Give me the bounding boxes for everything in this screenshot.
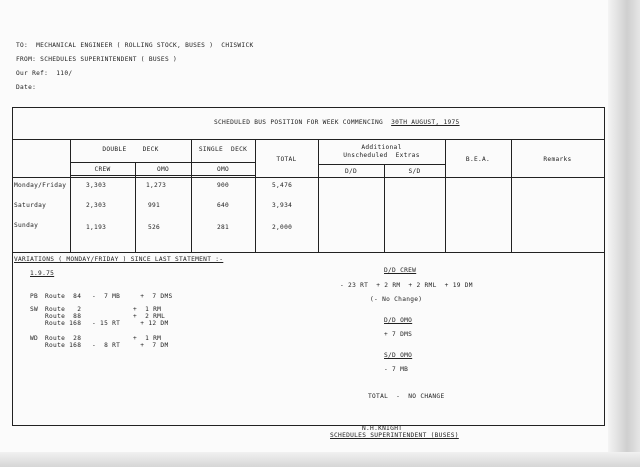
from-label: FROM:	[16, 56, 37, 63]
subheader-single-omo: OMO	[216, 166, 230, 173]
signature-title: SCHEDULES SUPERINTENDENT (BUSES)	[330, 432, 459, 439]
header-double-deck: DOUBLE DECK	[102, 146, 159, 153]
sd-omo-title: S/D OMO	[384, 352, 413, 359]
row-crew: 3,303	[86, 182, 107, 189]
table-title	[214, 120, 460, 126]
to-line	[16, 42, 254, 49]
ref-value: 110/	[56, 70, 73, 77]
route-label: Route 88	[45, 313, 82, 320]
sd-omo-line: - 7 MB	[384, 366, 409, 373]
row-omo: 526	[148, 224, 161, 231]
garage-pb: PB	[30, 293, 39, 300]
col-line-6	[384, 164, 385, 252]
rule-title-bottom	[13, 139, 604, 140]
row-day: Saturday	[14, 202, 47, 209]
signature-name: N.H.KNIGHT	[362, 425, 403, 432]
row-omo: 1,273	[146, 182, 167, 189]
col-line-7	[445, 139, 446, 252]
route-change: + 1 RM	[133, 335, 162, 342]
from-line	[16, 56, 177, 63]
row-day: Monday/Friday	[14, 182, 67, 189]
subheader-omo: OMO	[156, 166, 170, 173]
route-change: + 2 RML	[133, 313, 166, 320]
table-title-date: 30TH AUGUST, 1975	[391, 119, 460, 126]
date-label: Date:	[16, 84, 37, 91]
subheader-crew: CREW	[94, 166, 111, 173]
route-label: Route 28	[45, 335, 82, 342]
garage-wd: WD	[30, 335, 39, 342]
route-label: Route 168	[45, 342, 82, 349]
row-crew: 1,193	[86, 224, 107, 231]
total-line: TOTAL - NO CHANGE	[368, 393, 445, 400]
header-bea: B.E.A.	[465, 156, 491, 163]
date-line	[16, 84, 36, 91]
col-line-3	[191, 139, 192, 252]
row-total: 5,476	[272, 182, 293, 189]
dd-omo-title: D/D OMO	[384, 317, 413, 324]
subheader-sd: S/D	[408, 168, 421, 175]
row-omo: 991	[148, 202, 161, 209]
from-value: SCHEDULES SUPERINTENDENT ( BUSES )	[40, 56, 178, 63]
rule-header-bottom	[13, 177, 604, 178]
col-line-1	[70, 139, 71, 252]
route-change: - 15 RT + 12 DM	[92, 320, 169, 327]
row-single: 281	[217, 224, 230, 231]
rule-table-bottom	[13, 252, 604, 253]
garage-sw: SW	[30, 306, 39, 313]
route-change: + 1 RM	[133, 306, 162, 313]
variations-heading: VARIATIONS ( MONDAY/FRIDAY ) SINCE LAST STATEMENT :-	[14, 256, 224, 263]
ref-label: Our Ref:	[16, 70, 49, 77]
route-change: - 7 MB + 7 DMS	[92, 293, 173, 300]
dd-omo-line: + 7 DMS	[384, 331, 413, 338]
table-title-prefix: SCHEDULED BUS POSITION FOR WEEK COMMENCING	[214, 119, 384, 126]
header-unscheduled-extras: Unscheduled Extras	[343, 152, 420, 159]
schedule-frame	[12, 107, 605, 426]
header-single-deck: SINGLE DECK	[198, 146, 248, 153]
to-value: MECHANICAL ENGINEER ( ROLLING STOCK, BUSES ) CHISWICK	[36, 42, 254, 49]
col-line-8	[511, 139, 512, 252]
page-edge-shadow	[608, 0, 640, 467]
rule-subheader-left	[70, 175, 255, 176]
row-total: 3,934	[272, 202, 293, 209]
page-bottom-shadow	[0, 452, 640, 467]
row-total: 2,000	[272, 224, 293, 231]
header-total: TOTAL	[276, 156, 297, 163]
row-single: 640	[217, 202, 230, 209]
header-additional: Additional	[361, 144, 402, 151]
route-label: Route 168	[45, 320, 82, 327]
to-label: TO:	[16, 42, 29, 49]
row-day: Sunday	[14, 222, 39, 229]
header-remarks: Remarks	[543, 156, 572, 163]
row-crew: 2,303	[86, 202, 107, 209]
route-label: Route 2	[45, 306, 82, 313]
col-line-2	[135, 162, 136, 252]
route-label: Route 84	[45, 293, 82, 300]
dd-crew-note: (- No Change)	[370, 296, 423, 303]
dd-crew-title: D/D CREW	[384, 267, 417, 274]
row-single: 900	[217, 182, 230, 189]
rule-deck-groups	[70, 162, 255, 163]
route-change: - 8 RT + 7 DM	[92, 342, 169, 349]
rule-extras-group	[318, 164, 445, 165]
dd-crew-line: - 23 RT + 2 RM + 2 RML + 19 DM	[340, 282, 473, 289]
col-line-4	[255, 139, 256, 252]
ref-line	[16, 70, 72, 77]
variations-date: 1.9.75	[30, 270, 55, 277]
subheader-dd: D/D	[344, 168, 358, 175]
